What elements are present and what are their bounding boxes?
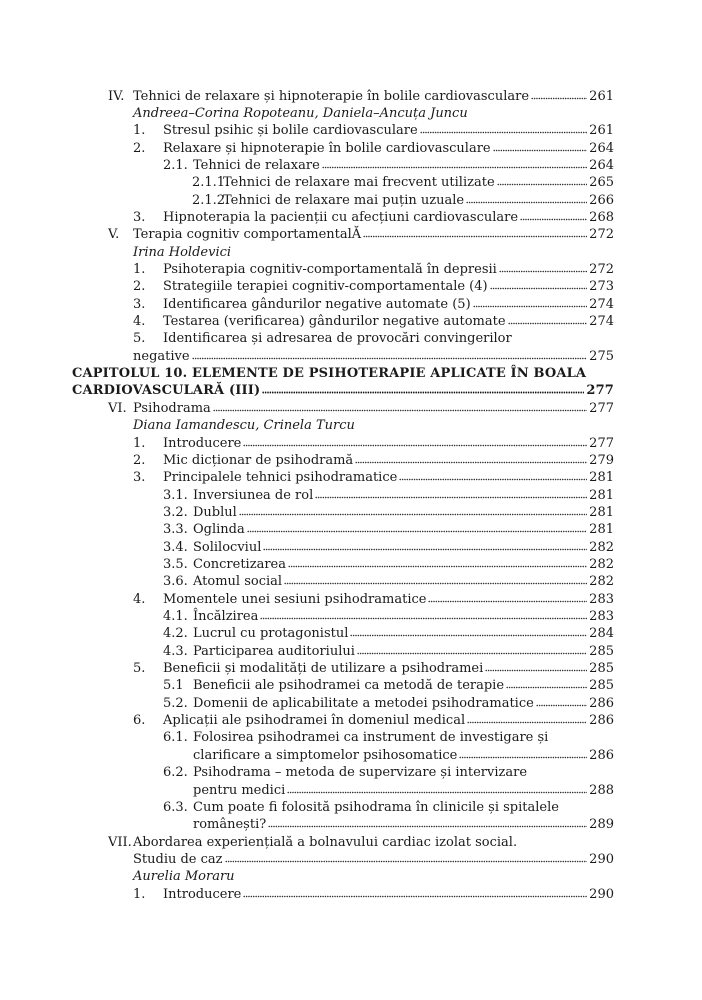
entry-title-line [193,573,614,591]
toc-entry [0,851,702,869]
toc-entry [0,244,702,262]
page-number: 261 [589,123,614,139]
toc-entry [0,729,702,747]
page-number: 264 [589,157,614,173]
dot-leader [288,557,587,568]
entry-title: Psihodrama – metoda de supervizare și intervizare [193,765,528,781]
entry-title-line [193,504,614,522]
page-number: 272 [589,227,614,243]
page-number: 264 [589,140,614,156]
dot-leader [263,540,587,551]
dot-leader [531,89,587,100]
dot-leader [287,783,587,794]
entry-title: Testarea (verificarea) gândurilor negative automate [163,314,506,330]
dot-leader [473,297,588,308]
page-number: 277 [586,383,614,399]
entry-title: Mic dicționar de psihodramă [163,452,354,468]
dot-leader [225,852,588,863]
toc-entry [0,782,702,800]
page-number: 261 [589,88,614,104]
toc-entry [0,747,702,765]
entry-title-line [193,799,614,817]
toc-entry [0,886,702,904]
toc-entry [0,834,702,852]
page-number: 265 [589,175,614,191]
entry-title: Studiu de caz [133,851,223,867]
entry-title: Tehnici de relaxare și hipnoterapie în bolile cardiovasculare [133,88,530,104]
entry-title: Psihodrama [133,400,211,416]
toc-entry [0,417,702,435]
entry-number: 3. [133,296,146,312]
dot-leader [520,210,587,221]
entry-title: Concretizarea [193,556,286,572]
entry-number: 2. [133,452,146,468]
page-number: 275 [589,348,614,364]
toc-entry [0,330,702,348]
page-number: 279 [589,452,614,468]
dot-leader [459,748,587,759]
entry-title: Oglinda [193,522,245,538]
page-number: 272 [589,262,614,277]
toc-entry [0,313,702,331]
toc-entry [0,296,702,314]
entry-title: Psihoterapia cognitiv-comportamentală în depresii [163,262,497,277]
page-number: 283 [589,591,614,607]
page-number: 282 [589,539,614,555]
entry-number: 4. [133,591,146,607]
dot-leader [350,626,587,637]
entry-title-line [163,330,614,348]
toc-entry [0,382,702,400]
dot-leader [192,349,588,360]
entry-title: pentru medici [193,782,286,798]
toc-entry [0,660,702,678]
toc-entry [0,521,702,539]
entry-title-line [193,487,614,505]
page-number: 281 [589,504,614,520]
entry-number: 5. [133,331,146,347]
entry-title: Identificarea și adresarea de provocări convingerilor [163,331,512,347]
toc-entry [0,278,702,296]
entry-title: Încălzirea [193,609,259,624]
entry-title-line [193,747,614,765]
page-number: 288 [589,782,614,798]
page-number: 277 [589,435,614,451]
toc-entry [0,365,702,383]
page-number: 274 [589,296,614,312]
entry-number: 3. [133,470,146,486]
toc-entry [0,625,702,643]
entry-title-line [163,278,614,296]
entry-title-line [193,608,614,626]
entry-number: VII. [108,834,132,850]
entry-title-line [133,834,614,852]
toc-entry [0,174,702,192]
toc-entry [0,764,702,782]
toc-entry [0,556,702,574]
toc-entry [0,695,702,713]
entry-title-line [163,452,614,470]
toc-entry [0,608,702,626]
dot-leader [490,279,588,290]
dot-leader [485,661,587,672]
toc-entry [0,226,702,244]
entry-title: Abordarea experiențială a bolnavului cardiac izolat social. [133,834,518,850]
page-number: 285 [589,661,614,677]
entry-title: Stresul psihic și bolile cardiovasculare [163,123,418,139]
dot-leader [466,193,587,204]
entry-number: 1. [133,262,146,277]
entry-number: 3.2. [163,504,188,520]
entry-title-line [193,157,614,175]
entry-title-line [133,400,614,418]
dot-leader [239,505,587,516]
page-number: 284 [589,626,614,642]
toc-entry [0,469,702,487]
dot-leader [268,817,587,828]
entry-title-line [193,782,614,800]
toc-entry [0,573,702,591]
entry-title-line [163,209,614,227]
toc-entry [0,348,702,366]
entry-title: Domenii de aplicabilitate a metodei psihodramatice [193,695,534,711]
entry-title-line [163,469,614,487]
entry-title-line [193,764,614,782]
entry-title: românești? [193,817,267,833]
page-number: 268 [589,209,614,225]
toc-entry [0,209,702,227]
entry-number: 1. [133,435,146,451]
entry-title: Tehnici de relaxare mai frecvent utilizate [223,175,495,191]
page-number: 283 [589,609,614,624]
dot-leader [399,470,587,481]
entry-title: Tehnici de relaxare [193,157,320,173]
entry-title: Terapia cognitiv comportamentalĂ [133,227,362,243]
dot-leader [262,383,584,394]
entry-number: 5.1 [163,678,184,694]
entry-title: Lucrul cu protagonistul [193,626,349,642]
entry-title: Introducere [163,435,242,451]
entry-title: clarificare a simptomelor psihosomatice [193,747,458,763]
entry-title-line [193,695,614,713]
entry-number: 3.4. [163,539,188,555]
page-number: 286 [589,713,614,729]
toc-entry [0,539,702,557]
page-number: 281 [589,487,614,503]
entry-number: 3.6. [163,574,188,590]
entry-number: 4. [133,314,146,330]
entry-title-line [193,521,614,539]
entry-number: V. [108,227,120,243]
dot-leader [260,609,587,620]
entry-title: CAPITOLUL 10. ELEMENTE DE PSIHOTERAPIE APLICATE ÎN BOALA [72,366,587,382]
entry-number: 3.1. [163,487,188,503]
toc-entry [0,435,702,453]
entry-title-line [223,174,614,192]
entry-title: Atomul social [193,574,283,590]
toc-entry [0,799,702,817]
dot-leader [355,453,587,464]
toc-entry [0,677,702,695]
dot-leader [284,574,587,585]
entry-number: 5. [133,661,146,677]
toc-entry [0,591,702,609]
entry-title-line [133,88,614,106]
author-name: Irina Holdevici [133,244,232,260]
page-number: 281 [589,470,614,486]
page-number: 286 [589,747,614,763]
entry-title-line [72,382,614,400]
dot-leader [420,123,588,134]
toc-entry [0,157,702,175]
entry-number: 5.2. [163,695,188,711]
entry-number: 1. [133,886,146,902]
entry-number: 6.2. [163,765,188,781]
page-number: 282 [589,556,614,572]
dot-leader [428,592,587,603]
dot-leader [315,488,587,499]
entry-title-line [163,122,614,140]
dot-leader [363,227,587,238]
entry-title-line [163,313,614,331]
entry-title-line [163,591,614,609]
author-name: Aurelia Moraru [133,869,235,885]
entry-number: 3.5. [163,556,188,572]
entry-title: Participarea auditoriului [193,643,355,659]
toc-entry [0,452,702,470]
dot-leader [508,314,588,325]
entry-number: 1. [133,123,146,139]
entry-title: Cum poate fi folosită psihodrama în clinicile și spitalele [193,799,559,815]
page-number: 290 [589,851,614,867]
dot-leader [506,678,587,689]
page-number: 277 [589,400,614,416]
toc-entry [0,504,702,522]
page-number: 285 [589,643,614,659]
page-number: 285 [589,678,614,694]
entry-title: Tehnici de relaxare mai puțin uzuale [223,192,465,208]
toc-entry [0,261,702,279]
entry-title: Relaxare și hipnoterapie în bolile cardiovasculare [163,140,491,156]
entry-number: 2. [133,140,146,156]
entry-number: 2.1.2. [192,192,230,208]
entry-title-line [163,435,614,453]
page-number: 281 [589,522,614,538]
entry-title-line [193,816,614,834]
entry-title: Dublul [193,504,237,520]
entry-title: Beneficii ale psihodramei ca metodă de terapie [193,678,505,694]
page-number: 274 [589,314,614,330]
entry-title: Aplicații ale psihodramei în domeniul medical [163,713,466,729]
entry-title: negative [133,348,190,364]
entry-title-line [163,261,614,279]
entry-title-line [193,556,614,574]
entry-title-line [193,643,614,661]
entry-number: 2.1. [163,157,188,173]
page-number: 273 [589,279,614,295]
entry-title: Beneficii și modalități de utilizare a psihodramei [163,661,484,677]
toc-entry [0,487,702,505]
dot-leader [243,436,587,447]
dot-leader [467,713,587,724]
entry-title: Introducere [163,886,242,902]
entry-number: 3.3. [163,522,188,538]
entry-title-line [193,729,614,747]
entry-title-line [72,365,614,383]
toc-entry [0,105,702,123]
toc-entry [0,712,702,730]
entry-number: 2.1.1. [192,175,230,191]
dot-leader [493,141,588,152]
entry-number: 6.1. [163,730,188,746]
dot-leader [243,887,587,898]
entry-number: VI. [108,400,127,416]
entry-title: Hipnoterapia la pacienții cu afecțiuni cardiovasculare [163,209,519,225]
entry-title-line [133,226,614,244]
toc-entry [0,88,702,106]
entry-title-line [133,348,614,366]
toc-entry [0,400,702,418]
entry-number: 4.2. [163,626,188,642]
entry-title: Momentele unei sesiuni psihodramatice [163,591,427,607]
dot-leader [497,175,588,186]
entry-number: 4.3. [163,643,188,659]
entry-title: Folosirea psihodramei ca instrument de investigare și [193,730,549,746]
entry-title-line [163,660,614,678]
entry-number: IV. [108,88,125,104]
entry-title: CARDIOVASCULARĂ (III) [72,383,261,399]
entry-title-line [163,712,614,730]
entry-title-line [163,886,614,904]
author-name: Andreea–Corina Ropoteanu, Daniela–Ancuța Juncu [133,105,468,121]
dot-leader [322,158,587,169]
entry-number: 3. [133,209,146,225]
toc-entry [0,816,702,834]
page-number: 289 [589,817,614,833]
toc-entry [0,868,702,886]
entry-title-line [163,140,614,158]
page-number: 282 [589,574,614,590]
entry-title: Inversiunea de rol [193,487,314,503]
dot-leader [247,522,587,533]
entry-title: Principalele tehnici psihodramatice [163,470,398,486]
page-number: 286 [589,695,614,711]
entry-title-line [193,539,614,557]
page-number: 266 [589,192,614,208]
toc-entry [0,643,702,661]
page-number: 290 [589,886,614,902]
author-name: Diana Iamandescu, Crinela Turcu [133,418,355,434]
entry-title-line [223,192,614,210]
entry-title: Identificarea gândurilor negative automate (5) [163,296,471,312]
entry-title: Strategiile terapiei cognitiv-comportamentale (4) [163,279,488,295]
dot-leader [536,696,587,707]
entry-number: 6. [133,713,146,729]
entry-title-line [193,625,614,643]
dot-leader [357,644,587,655]
dot-leader [213,401,587,412]
entry-title-line [133,851,614,869]
entry-number: 6.3. [163,799,188,815]
toc-entry [0,192,702,210]
dot-leader [499,262,587,273]
entry-number: 2. [133,279,146,295]
entry-title-line [163,296,614,314]
entry-title: Solilocviul [193,539,262,555]
entry-number: 4.1. [163,609,188,624]
toc-entry [0,122,702,140]
toc-entry [0,140,702,158]
entry-title-line [193,677,614,695]
